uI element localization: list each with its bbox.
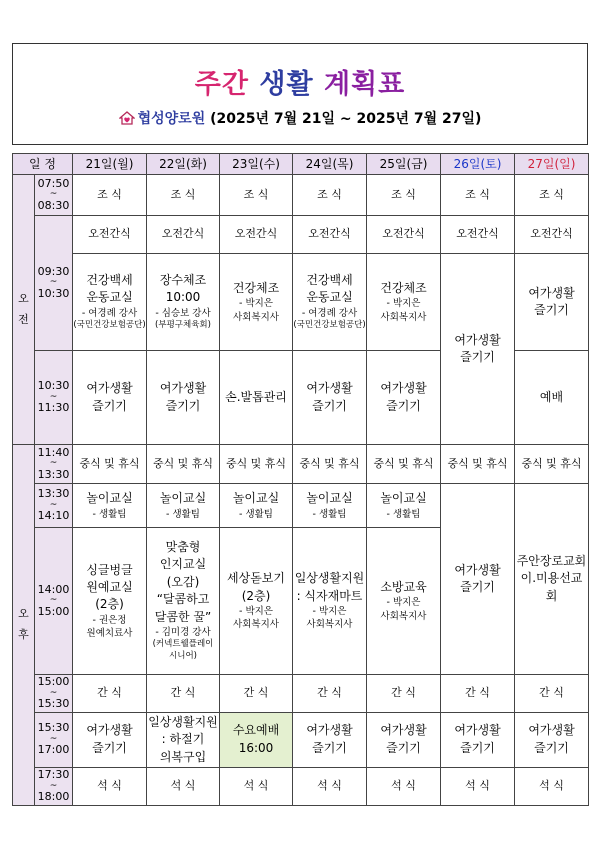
cell-snack-am-sat: 오전간식 <box>441 216 515 254</box>
cell-morning-mon: 건강백세 운동교실 - 여경례 강사 (국민건강보험공단) <box>73 254 147 351</box>
day-header-wed: 23일(수) <box>220 154 293 175</box>
cell-dinner-fri: 석 식 <box>367 767 441 805</box>
day-header-sat: 26일(토) <box>441 154 515 175</box>
dinner-row <box>13 767 589 805</box>
cell-lunch-sun: 중식 및 휴식 <box>515 445 589 484</box>
cell-play-sun: 주안장로교회 이.미용선교회 <box>515 484 589 675</box>
cell-evening-wed: 수요예배 16:00 <box>220 712 293 767</box>
play-row <box>13 484 589 528</box>
cell-breakfast-mon: 조 식 <box>73 175 147 216</box>
house-heart-icon <box>119 111 135 125</box>
cell-afternoon-fri: 소방교육 - 박지은 사회복지사 <box>367 528 441 675</box>
cell-evening-sat: 여가생활 즐기기 <box>441 712 515 767</box>
cell-late-morning-mon: 여가생활 즐기기 <box>73 351 147 445</box>
cell-play-fri: 놀이교실 - 생활팀 <box>367 484 441 528</box>
cell-snack-pm-fri: 간 식 <box>367 675 441 713</box>
cell-dinner-sat: 석 식 <box>441 767 515 805</box>
cell-snack-am-fri: 오전간식 <box>367 216 441 254</box>
org-name: 협성양로원 <box>137 111 206 127</box>
cell-afternoon-tue: 맞춤형 인지교실 (오감) “달콤하고 달콤한 꿀” - 김미경 강사 (커넥트웰플레이 시니어) <box>147 528 220 675</box>
cell-evening-fri: 여가생활 즐기기 <box>367 712 441 767</box>
schedule-table <box>12 153 589 806</box>
date-range: (2025년 7월 21일 ~ 2025년 7월 27일) <box>210 111 482 127</box>
day-header-tue: 22일(화) <box>147 154 220 175</box>
day-header-sun: 27일(일) <box>515 154 589 175</box>
cell-dinner-tue: 석 식 <box>147 767 220 805</box>
cell-snack-pm-sun: 간 식 <box>515 675 589 713</box>
cell-morning-tue: 장수체조 10:00 - 심승보 강사 (부평구체육회) <box>147 254 220 351</box>
day-header-mon: 21일(월) <box>73 154 147 175</box>
time-afternoon: 14:00 ~ 15:00 <box>35 528 73 675</box>
cell-dinner-thu: 석 식 <box>293 767 367 805</box>
cell-lunch-fri: 중식 및 휴식 <box>367 445 441 484</box>
cell-snack-am-mon: 오전간식 <box>73 216 147 254</box>
cell-morning-fri: 건강체조 - 박지은 사회복지사 <box>367 254 441 351</box>
lunch-row <box>13 445 589 484</box>
page-title <box>13 62 587 101</box>
time-lunch: 11:40 ~ 13:30 <box>35 445 73 484</box>
cell-afternoon-thu: 일상생활지원 : 식자재마트 - 박지은 사회복지사 <box>293 528 367 675</box>
cell-breakfast-fri: 조 식 <box>367 175 441 216</box>
cell-evening-tue: 일상생활지원 : 하절기 의복구입 <box>147 712 220 767</box>
time-play: 13:30 ~ 14:10 <box>35 484 73 528</box>
cell-morning-wed: 건강체조 - 박지은 사회복지사 <box>220 254 293 351</box>
cell-morning-sun: 여가생활 즐기기 <box>515 254 589 351</box>
cell-play-tue: 놀이교실 - 생활팀 <box>147 484 220 528</box>
cell-breakfast-thu: 조 식 <box>293 175 367 216</box>
cell-play-thu: 놀이교실 - 생활팀 <box>293 484 367 528</box>
cell-lunch-sat: 중식 및 휴식 <box>441 445 515 484</box>
cell-snack-am-thu: 오전간식 <box>293 216 367 254</box>
day-header-fri: 25일(금) <box>367 154 441 175</box>
breakfast-row <box>13 175 589 216</box>
cell-late-morning-tue: 여가생활 즐기기 <box>147 351 220 445</box>
title-part-1: 주간 <box>194 69 249 100</box>
cell-snack-pm-tue: 간 식 <box>147 675 220 713</box>
time-breakfast: 07:50 ~ 08:30 <box>35 175 73 216</box>
cell-snack-pm-wed: 간 식 <box>220 675 293 713</box>
morning-row <box>13 254 589 351</box>
cell-evening-thu: 여가생활 즐기기 <box>293 712 367 767</box>
snack-am-row <box>13 216 589 254</box>
period-pm: 오 후 <box>13 445 35 806</box>
time-morning: 09:30 ~ 10:30 <box>35 216 73 351</box>
cell-afternoon-wed: 세상돋보기 (2층) - 박지은 사회복지사 <box>220 528 293 675</box>
title-part-2: 생활 <box>259 69 314 100</box>
header-row <box>13 154 589 175</box>
cell-snack-am-tue: 오전간식 <box>147 216 220 254</box>
cell-lunch-mon: 중식 및 휴식 <box>73 445 147 484</box>
cell-dinner-sun: 석 식 <box>515 767 589 805</box>
cell-late-morning-fri: 여가생활 즐기기 <box>367 351 441 445</box>
day-header-thu: 24일(목) <box>293 154 367 175</box>
cell-evening-mon: 여가생활 즐기기 <box>73 712 147 767</box>
header-box <box>12 43 588 145</box>
title-part-3: 계획표 <box>323 69 406 100</box>
time-snack-pm: 15:00 ~ 15:30 <box>35 675 73 713</box>
cell-snack-am-sun: 오전간식 <box>515 216 589 254</box>
time-dinner: 17:30 ~ 18:00 <box>35 767 73 805</box>
cell-play-mon: 놀이교실 - 생활팀 <box>73 484 147 528</box>
cell-snack-pm-sat: 간 식 <box>441 675 515 713</box>
cell-play-sat: 여가생활 즐기기 <box>441 484 515 675</box>
cell-dinner-wed: 석 식 <box>220 767 293 805</box>
cell-snack-pm-thu: 간 식 <box>293 675 367 713</box>
cell-breakfast-wed: 조 식 <box>220 175 293 216</box>
cell-play-wed: 놀이교실 - 생활팀 <box>220 484 293 528</box>
cell-lunch-tue: 중식 및 휴식 <box>147 445 220 484</box>
cell-dinner-mon: 석 식 <box>73 767 147 805</box>
page-subtitle <box>13 108 587 128</box>
cell-lunch-thu: 중식 및 휴식 <box>293 445 367 484</box>
cell-breakfast-sat: 조 식 <box>441 175 515 216</box>
cell-late-morning-wed: 손.발톱관리 <box>220 351 293 445</box>
snack-pm-row <box>13 675 589 713</box>
cell-breakfast-sun: 조 식 <box>515 175 589 216</box>
cell-snack-am-wed: 오전간식 <box>220 216 293 254</box>
cell-late-morning-thu: 여가생활 즐기기 <box>293 351 367 445</box>
cell-morning-thu: 건강백세 운동교실 - 여경례 강사 (국민건강보험공단) <box>293 254 367 351</box>
cell-breakfast-tue: 조 식 <box>147 175 220 216</box>
cell-evening-sun: 여가생활 즐기기 <box>515 712 589 767</box>
cell-snack-pm-mon: 간 식 <box>73 675 147 713</box>
cell-lunch-wed: 중식 및 휴식 <box>220 445 293 484</box>
time-late-morning: 10:30 ~ 11:30 <box>35 351 73 445</box>
time-evening-program: 15:30 ~ 17:00 <box>35 712 73 767</box>
cell-afternoon-mon: 싱글벙글 원예교실 (2층) - 권은정 원예치료사 <box>73 528 147 675</box>
cell-late-morning-sun: 예배 <box>515 351 589 445</box>
cell-morning-sat: 여가생활 즐기기 <box>441 254 515 445</box>
period-am: 오 전 <box>13 175 35 445</box>
evening-program-row <box>13 712 589 767</box>
schedule-header: 일 정 <box>13 154 73 175</box>
